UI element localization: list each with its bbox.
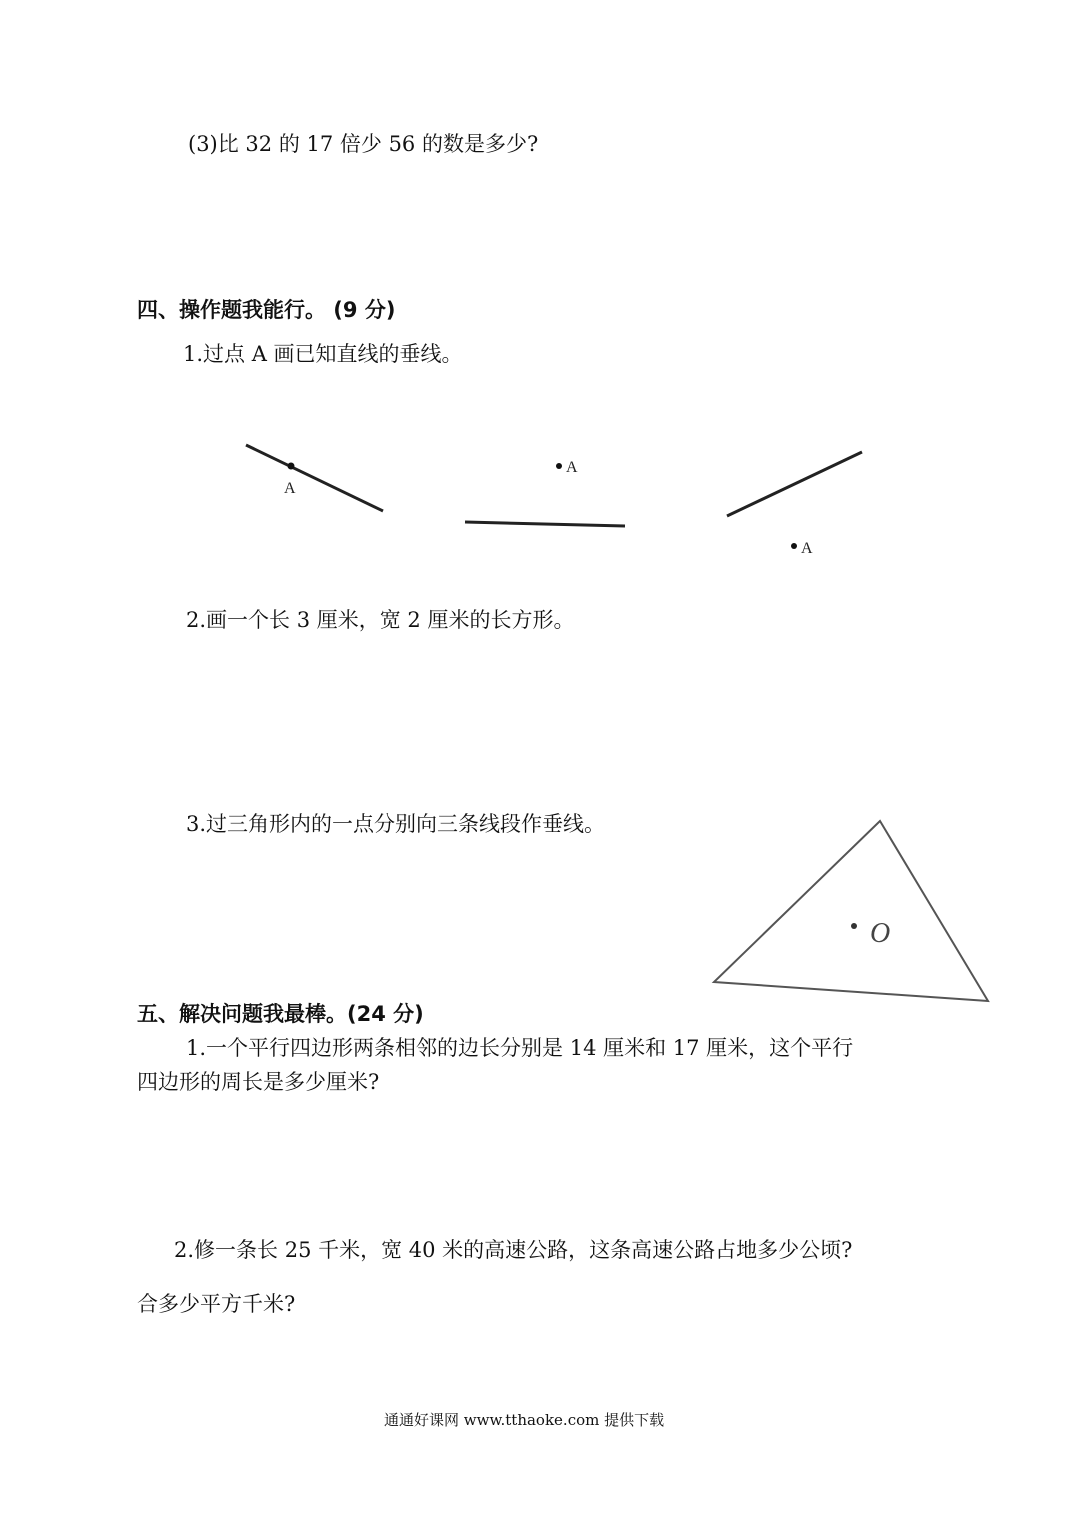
triangle: [714, 821, 988, 1001]
page-footer: 通通好课网 www.tthaoke.com 提供下载: [384, 1411, 665, 1429]
point-a-2-label: A: [566, 459, 578, 476]
section-4-question-1: 1.过点 A 画已知直线的垂线。: [183, 342, 463, 366]
point-a-3-label: A: [801, 540, 813, 557]
point-a-1: [288, 463, 295, 470]
point-a-1-label: A: [284, 480, 296, 497]
section-4-question-3: 3.过三角形内的一点分别向三条线段作垂线。: [186, 812, 606, 836]
section-5-question-1-line-2: 四边形的周长是多少厘米?: [137, 1070, 380, 1094]
point-a-2: [556, 463, 562, 469]
line-3: [727, 452, 862, 516]
section-5-question-2-line-2: 合多少平方千米?: [137, 1292, 296, 1316]
point-o: [851, 923, 857, 929]
question-3-3: (3)比 32 的 17 倍少 56 的数是多少?: [188, 132, 539, 156]
line-2: [465, 522, 625, 526]
line-1: [246, 445, 383, 511]
point-a-3: [791, 543, 797, 549]
section-5-title: 五、解决问题我最棒。(24 分): [137, 1002, 424, 1026]
section-5-question-1-line-1: 1.一个平行四边形两条相邻的边长分别是 14 厘米和 17 厘米，这个平行: [186, 1036, 854, 1060]
section-4-title: 四、操作题我能行。 (9 分): [137, 298, 396, 322]
point-o-label: O: [870, 918, 891, 949]
section-4-question-2: 2.画一个长 3 厘米，宽 2 厘米的长方形。: [186, 608, 575, 632]
section-5-question-2-line-1: 2.修一条长 25 千米，宽 40 米的高速公路，这条高速公路占地多少公顷?: [174, 1238, 853, 1262]
